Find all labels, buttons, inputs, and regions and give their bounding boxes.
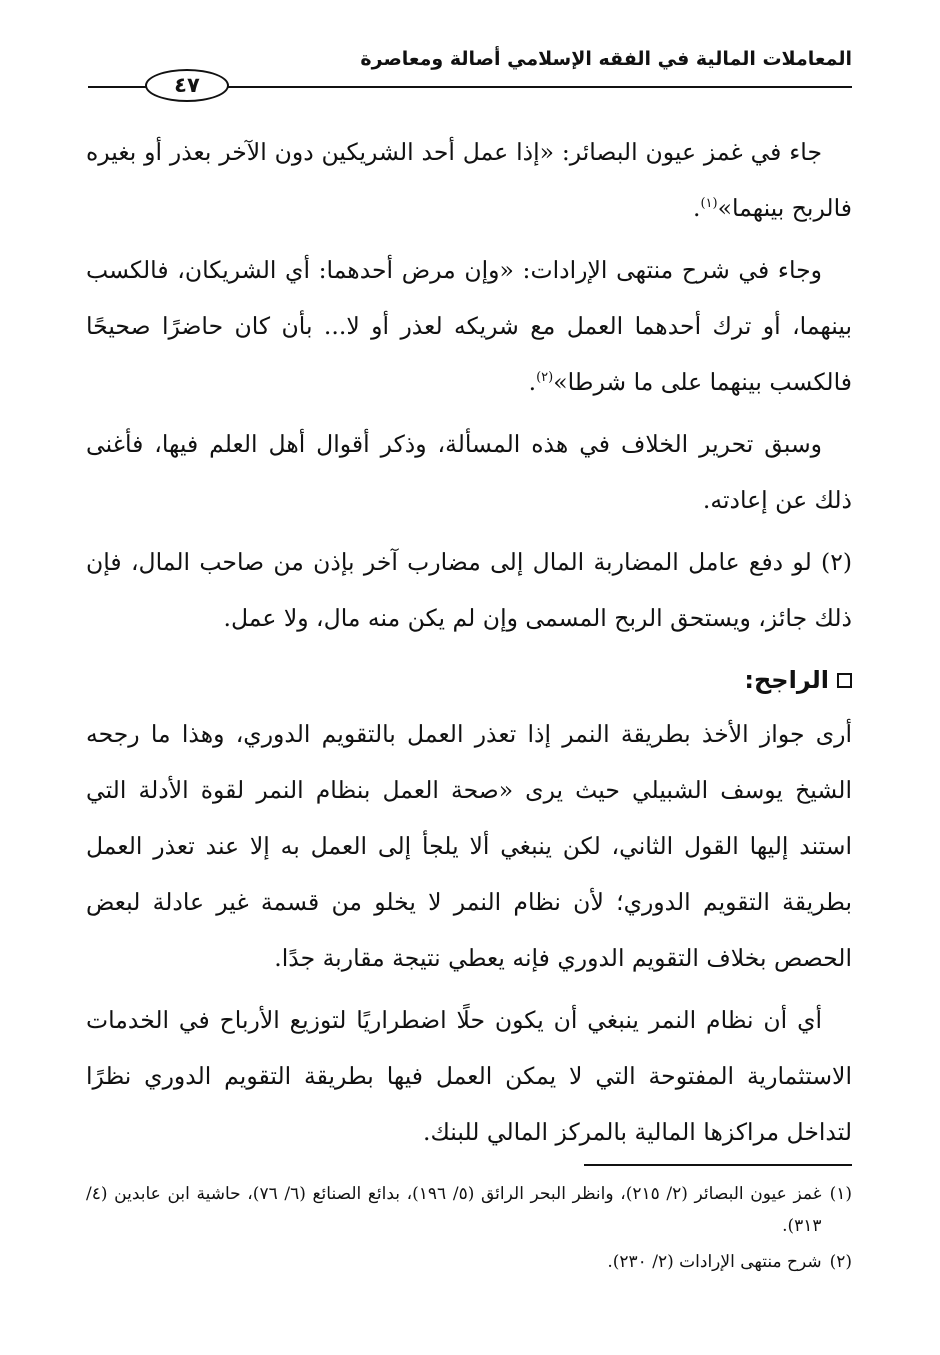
footnote-2 <box>86 1246 852 1278</box>
paragraph-2 <box>86 242 852 410</box>
footnote-1-mark: (١) <box>829 1184 852 1204</box>
main-text <box>86 124 852 1166</box>
footnote-2-mark: (٢) <box>829 1252 852 1272</box>
running-title: المعاملات المالية في الفقه الإسلامي أصالة ومعاصرة <box>360 48 852 70</box>
footnotes <box>86 1178 852 1282</box>
paragraph-4: (٢) لو دفع عامل المضاربة المال إلى مضارب آخر بإذن من صاحب المال، فإن ذلك جائز، ويستحق الربح المسمى وإن لم يكن منه مال، ولا عمل. <box>86 548 853 632</box>
paragraph-2-end: . <box>528 368 537 396</box>
paragraph-3: وسبق تحرير الخلاف في هذه المسألة، وذكر أقوال أهل العلم فيها، فأغنى ذلك عن إعادته. <box>86 430 852 514</box>
footnote-ref-2: (٢) <box>536 370 554 386</box>
footnote-1 <box>86 1178 852 1242</box>
footnote-1-text: غمز عيون البصائر (٢/ ٢١٥)، وانظر البحر الرائق (٥/ ١٩٦)، بدائع الصنائع (٦/ ٧٦)، حاشية ابن عابدين (٤/ ٣١٣). <box>86 1184 822 1236</box>
paragraph-5: أرى جواز الأخذ بطريقة النمر إذا تعذر العمل بالتقويم الدوري، وهذا ما رجحه الشيخ يوسف الشبيلي حيث يرى «صحة العمل بنظام النمر لقوة الأدلة التي استند إليها القول الثاني، لكن ينبغي ألا يلجأ إلى العمل به إلا عند تعذر العمل بطريقة التقويم الدوري؛ لأن نظام النمر لا يخلو من قسمة غير عادلة لبعض الحصص بخلاف التقويم الدوري فإنه يعطي نتيجة مقاربة جدًا. <box>86 720 852 972</box>
paragraph-1 <box>86 124 852 236</box>
page-number: ٤٧ <box>145 69 229 102</box>
footnote-2-text: شرح منتهى الإرادات (٢/ ٢٣٠). <box>607 1252 822 1272</box>
section-heading <box>86 654 852 706</box>
footnote-ref-1: (١) <box>700 196 718 212</box>
paragraph-6: أي أن نظام النمر ينبغي أن يكون حلًا اضطراريًا لتوزيع الأرباح في الخدمات الاستثمارية المفتوحة التي لا يمكن العمل فيها بطريقة التقويم الدوري نظرًا لتداخل مراكزها المالية بالمركز المالي للبنك. <box>86 1006 852 1146</box>
footnote-rule <box>584 1164 852 1166</box>
square-bullet-icon <box>837 673 852 688</box>
paragraph-1-end: . <box>692 194 701 222</box>
paragraph-2-text: وجاء في شرح منتهى الإرادات: «وإن مرض أحدهما: أي الشريكان، فالكسب بينهما، أو ترك أحدهما العمل مع شريكه لعذر أو لا... بأن كان حاضرًا صحيحًا فالكسب بينهما على ما شرطا» <box>86 256 852 396</box>
paragraph-1-text: جاء في غمز عيون البصائر: «إذا عمل أحد الشريكين دون الآخر بعذر أو بغيره فالربح بينهما» <box>86 138 852 222</box>
section-heading-text: الراجح: <box>744 666 829 694</box>
